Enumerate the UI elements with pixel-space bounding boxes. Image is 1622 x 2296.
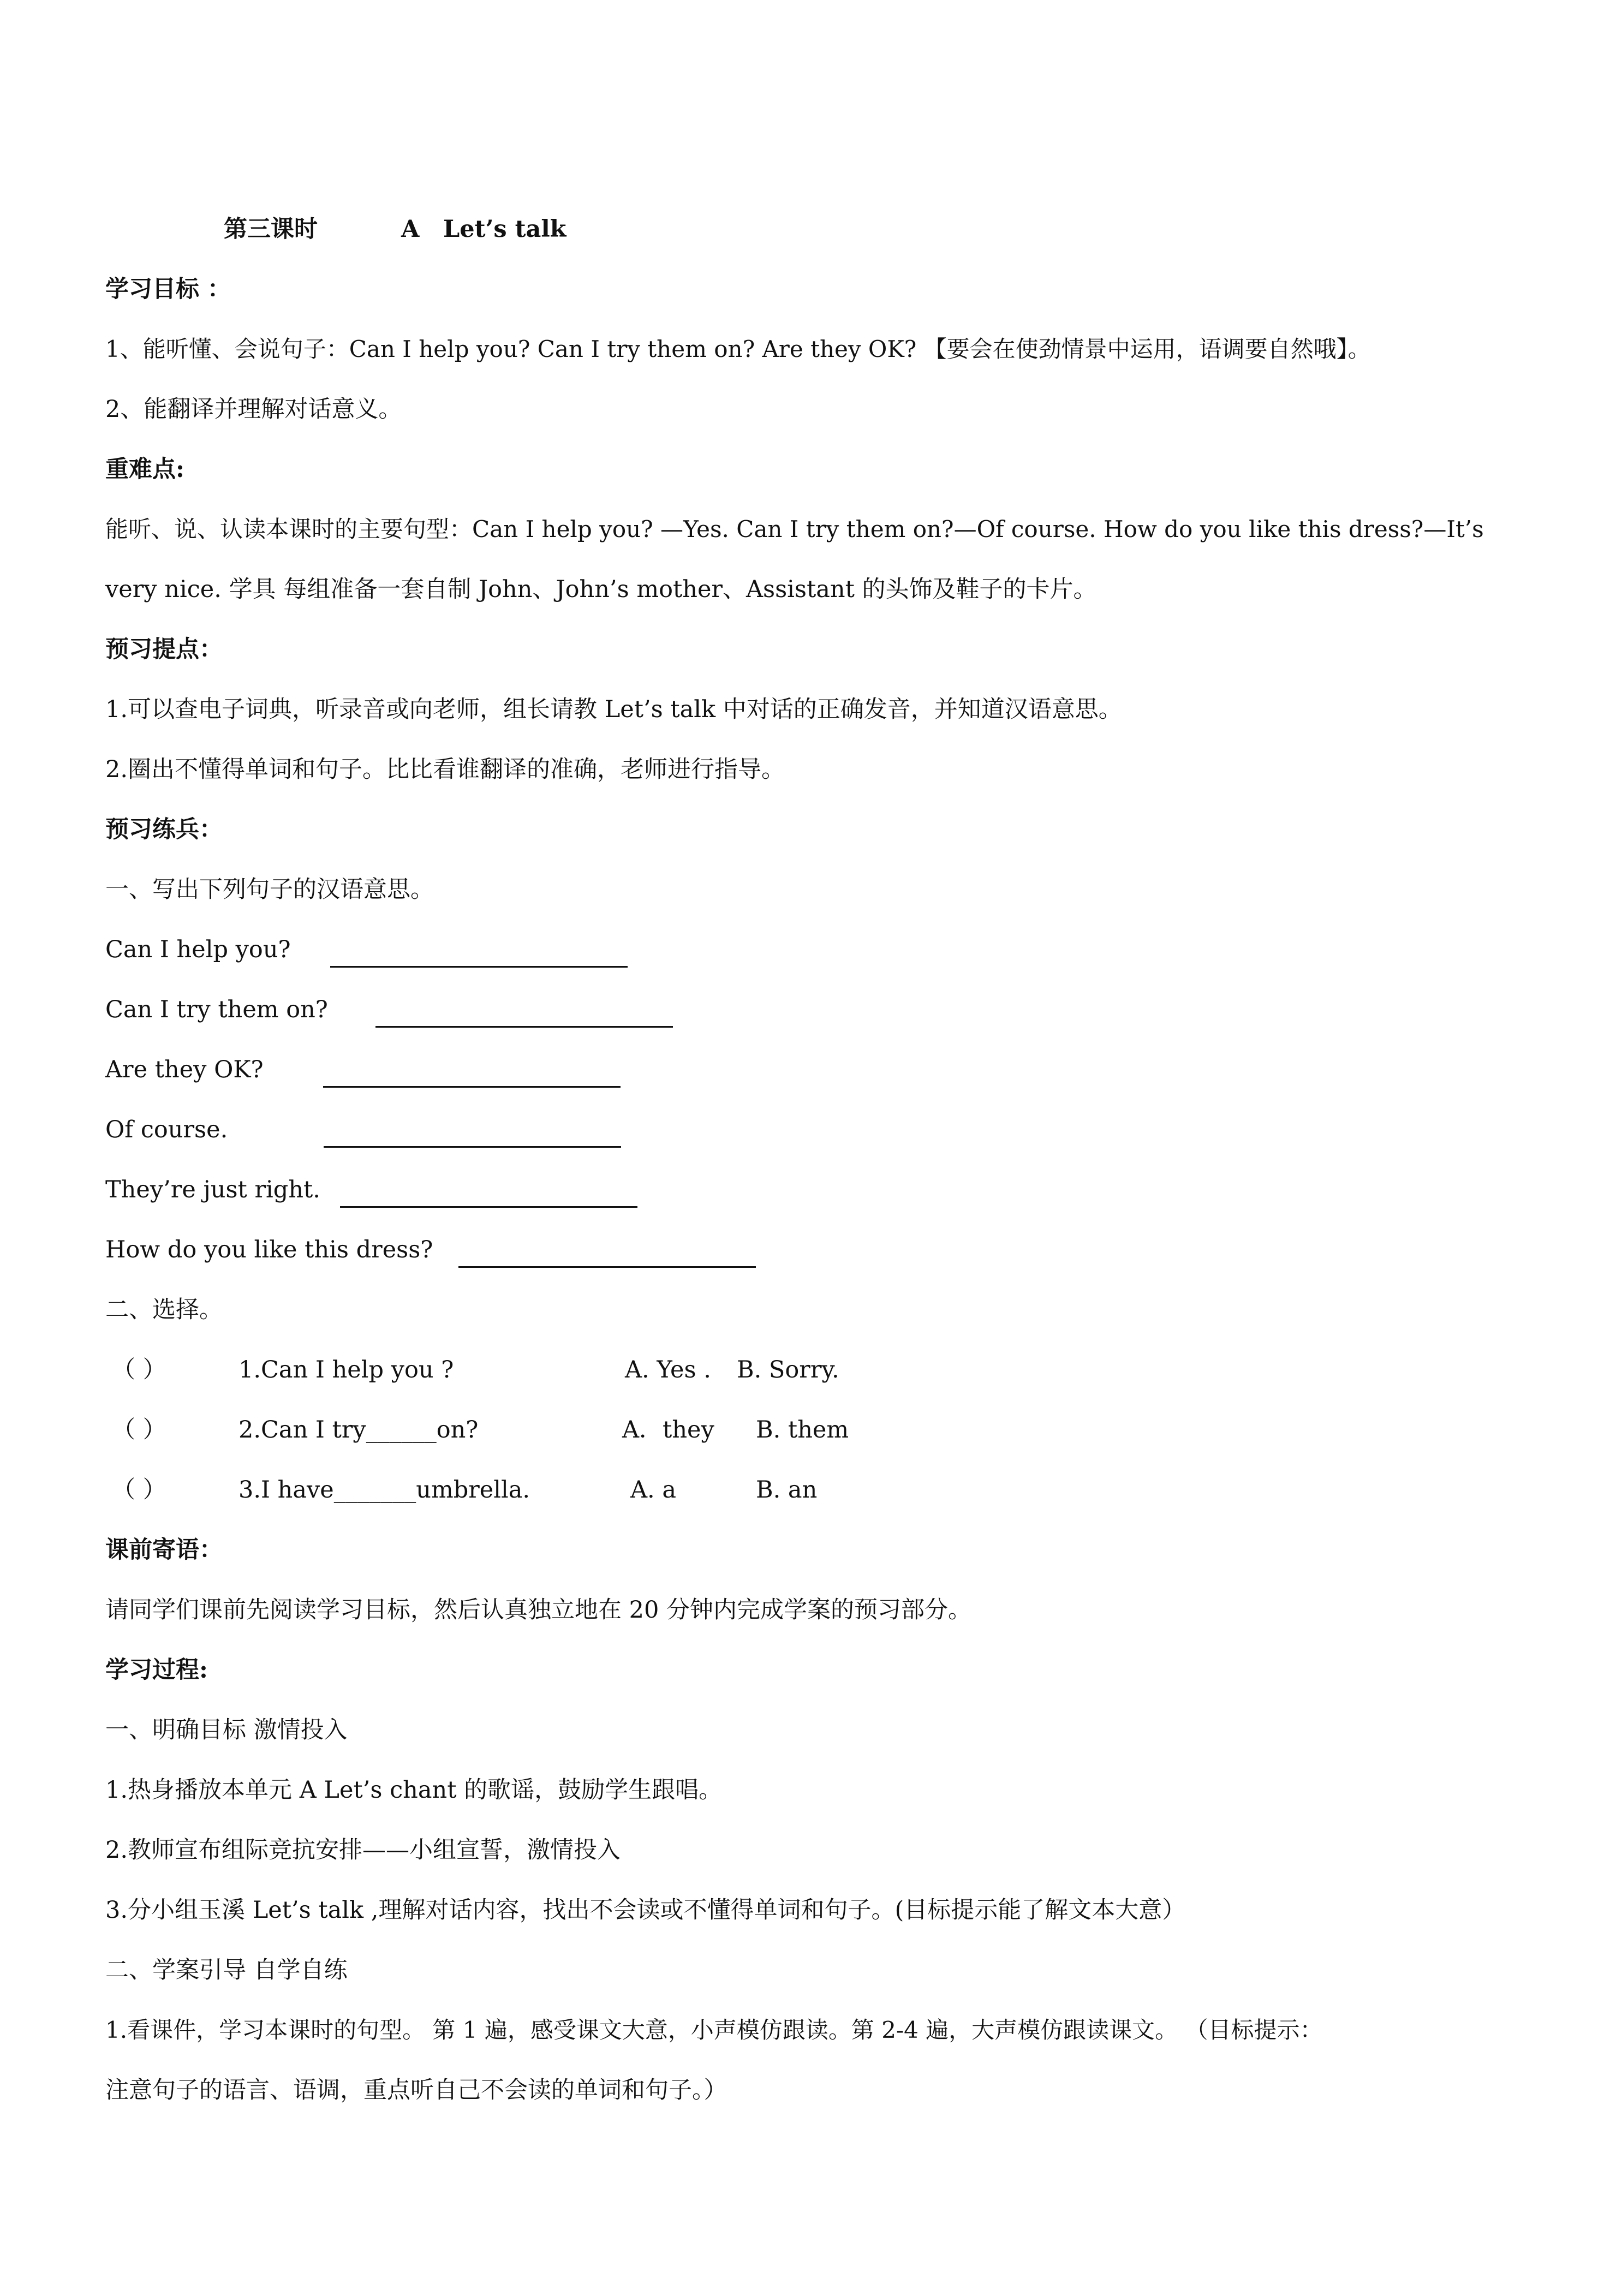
practice-part1-instruction: 一、写出下列句子的汉语意思。 bbox=[105, 876, 434, 903]
question-stem: 2.Can I try______on? bbox=[238, 1416, 479, 1444]
process-section-2-item-1-line-2: 注意句子的语言、语调，重点听自己不会读的单词和句子。） bbox=[105, 2077, 727, 2104]
preview-tips-heading: 预习提点： bbox=[105, 636, 223, 663]
lesson-name: Let’s talk bbox=[443, 216, 566, 243]
key-points-line-1: 能听、说、认读本课时的主要句型：Can I help you? —Yes. Can I try them on?—Of course. How do you like this dress?—It’s bbox=[105, 516, 1484, 542]
answer-paren[interactable]: （ ） bbox=[112, 1416, 166, 1444]
process-section-2-title: 二、学案引导 自学自练 bbox=[105, 1957, 348, 1984]
option-b: B. Sorry. bbox=[737, 1356, 839, 1383]
answer-blank[interactable] bbox=[330, 966, 628, 968]
key-points-heading: 重难点: bbox=[105, 456, 184, 483]
translation-sentence: Of course. bbox=[105, 1116, 228, 1143]
lesson-part: A bbox=[401, 216, 420, 243]
practice-heading: 预习练兵： bbox=[105, 816, 223, 843]
option-a: A．they bbox=[622, 1416, 714, 1444]
process-section-1-title: 一、明确目标 激情投入 bbox=[105, 1716, 348, 1744]
pre-class-text: 请同学们课前先阅读学习目标，然后认真独立地在 20 分钟内完成学案的预习部分。 bbox=[105, 1596, 972, 1624]
preview-tips-item-2: 2.圈出不懂得单词和句子。比比看谁翻译的准确，老师进行指导。 bbox=[105, 756, 785, 783]
answer-blank[interactable] bbox=[323, 1086, 621, 1088]
answer-blank[interactable] bbox=[375, 1026, 673, 1028]
answer-blank[interactable] bbox=[324, 1146, 621, 1148]
translation-sentence: Can I help you? bbox=[105, 936, 291, 963]
answer-blank[interactable] bbox=[340, 1206, 637, 1208]
process-heading: 学习过程: bbox=[105, 1656, 208, 1684]
preview-tips-item-1: 1.可以查电子词典，听录音或向老师，组长请教 Let’s talk 中对话的正确发音，并知道汉语意思。 bbox=[105, 696, 1122, 723]
process-item: 3.分小组玉溪 Let’s talk ,理解对话内容，找出不会读或不懂得单词和句子。(目标提示能了解文本大意） bbox=[105, 1897, 1186, 1924]
answer-blank[interactable] bbox=[458, 1266, 756, 1268]
translation-sentence: Are they OK? bbox=[105, 1056, 264, 1083]
process-item: 2.教师宣布组际竞抗安排——小组宣誓，激情投入 bbox=[105, 1836, 621, 1864]
process-item: 1.热身播放本单元 A Let’s chant 的歌谣，鼓励学生跟唱。 bbox=[105, 1776, 723, 1804]
question-stem: 3.I have_______umbrella. bbox=[238, 1476, 530, 1504]
option-b: B. an bbox=[756, 1476, 818, 1504]
pre-class-heading: 课前寄语： bbox=[105, 1536, 223, 1564]
translation-sentence: They’re just right. bbox=[105, 1176, 320, 1203]
goals-heading: 学习目标 ： bbox=[105, 276, 231, 303]
option-a: A. Yes . bbox=[625, 1356, 711, 1383]
goals-item-2: 2、能翻译并理解对话意义。 bbox=[105, 396, 402, 423]
question-stem: 1.Can I help you ? bbox=[238, 1356, 454, 1383]
practice-part2-instruction: 二、选择。 bbox=[105, 1296, 223, 1323]
process-section-2-item-1-line-1: 1.看课件，学习本课时的句型。 第 1 遍，感受课文大意，小声模仿跟读。第 2-4 遍，大声模仿跟读课文。 （目标提示： bbox=[105, 2017, 1323, 2043]
answer-paren[interactable]: （ ） bbox=[112, 1356, 166, 1383]
answer-paren[interactable]: （ ） bbox=[112, 1476, 166, 1504]
option-a: A. a bbox=[630, 1476, 677, 1504]
goals-item-1: 1、能听懂、会说句子：Can I help you? Can I try them on? Are they OK? 【要会在使劲情景中运用，语调要自然哦】。 bbox=[105, 336, 1371, 362]
key-points-line-2: very nice. 学具 每组准备一套自制 John、John’s mother、Assistant 的头饰及鞋子的卡片。 bbox=[105, 576, 1097, 603]
option-b: B. them bbox=[756, 1416, 849, 1444]
translation-sentence: Can I try them on? bbox=[105, 996, 328, 1023]
translation-sentence: How do you like this dress? bbox=[105, 1236, 433, 1263]
lesson-label: 第三课时 bbox=[224, 216, 318, 243]
